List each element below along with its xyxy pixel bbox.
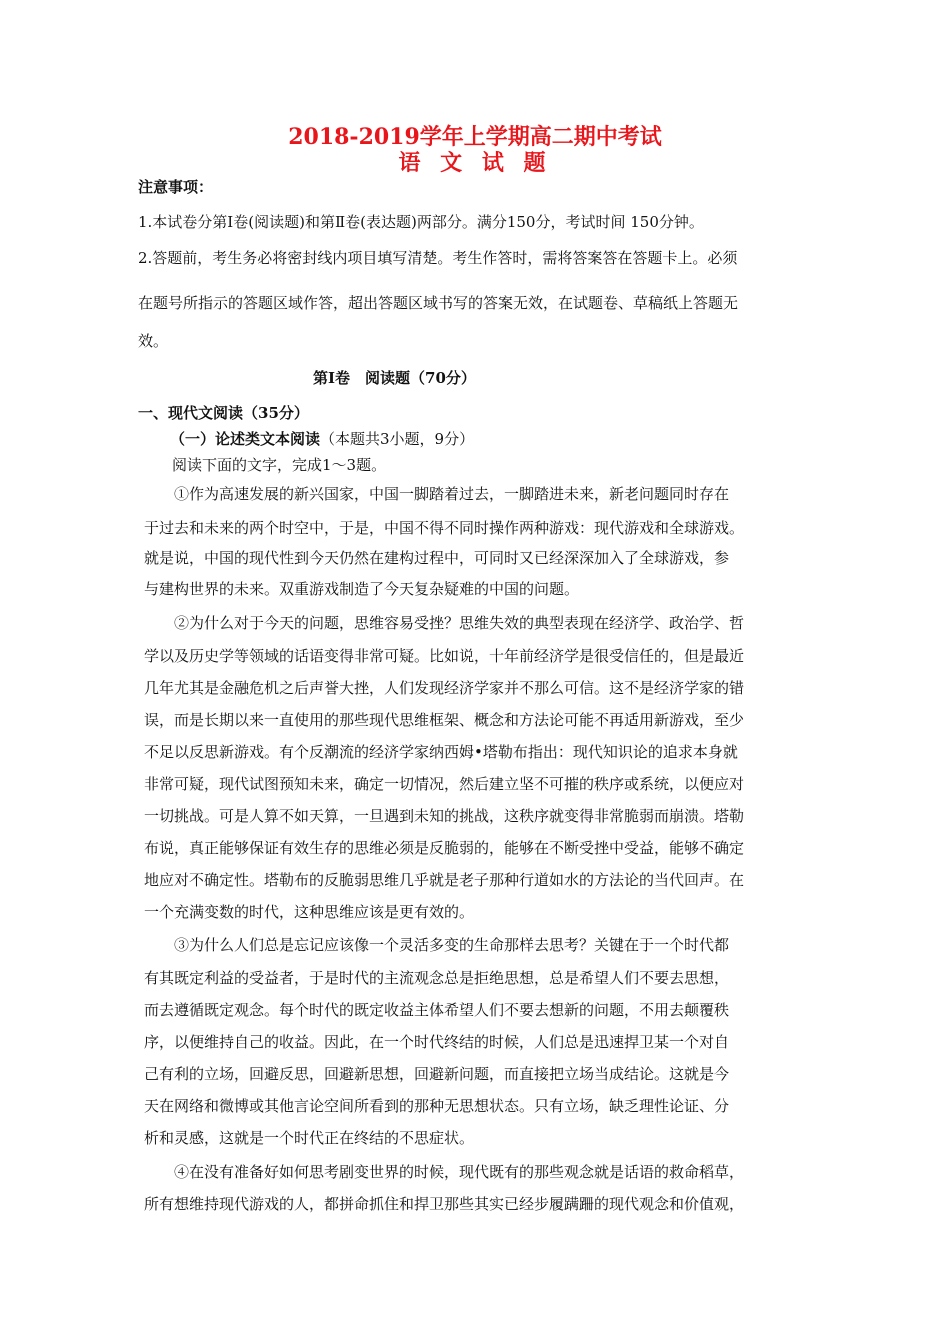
passage-p2-line: 几年尤其是金融危机之后声誉大挫，人们发现经济学家并不那么可信。这不是经济学家的错 (144, 679, 745, 697)
passage-p2-line: 一个充满变数的时代，这种思维应该是更有效的。 (144, 903, 475, 921)
section-heading: 一、现代文阅读（35分） (138, 404, 309, 422)
passage-p2-line: 布说，真正能够保证有效生存的思维必须是反脆弱的，能够在不断受挫中受益，能够不确定 (144, 839, 745, 857)
subsection-heading (170, 429, 474, 449)
notice-line-4: 效。 (138, 332, 169, 350)
passage-p3-line: 序，以便维持自己的收益。因此，在一个时代终结的时候，人们总是迅速捍卫某一个对自 (144, 1033, 730, 1051)
notice-line-3: 在题号所指示的答题区域作答，超出答题区域书写的答案无效，在试题卷、草稿纸上答题无 (138, 294, 739, 312)
notice-line-1: 1.本试卷分第Ⅰ卷(阅读题)和第Ⅱ卷(表达题)两部分。满分150分，考试时间 150分钟。 (138, 213, 704, 231)
passage-p3-line: ③为什么人们总是忘记应该像一个灵活多变的生命那样去思考？关键在于一个时代都 (174, 936, 730, 954)
reading-instruction: 阅读下面的文字，完成1～3题。 (172, 456, 387, 474)
passage-p3-line: 有其既定利益的受益者，于是时代的主流观念总是拒绝思想，总是希望人们不要去思想， (144, 969, 730, 987)
passage-p2-line: 误，而是长期以来一直使用的那些现代思维框架、概念和方法论可能不再适用新游戏，至少 (144, 711, 745, 729)
passage-p1-line: ①作为高速发展的新兴国家，中国一脚踏着过去，一脚踏进未来，新老问题同时存在 (174, 485, 730, 503)
passage-p2-line: 不足以反思新游戏。有个反潮流的经济学家纳西姆•塔勒布指出：现代知识论的追求本身就 (144, 743, 738, 761)
passage-p2-line: ②为什么对于今天的问题，思维容易受挫？思维失效的典型表现在经济学、政治学、哲 (174, 614, 745, 632)
passage-p2-line: 学以及历史学等领域的话语变得非常可疑。比如说，十年前经济学是很受信任的，但是最近 (144, 647, 745, 665)
passage-p3-line: 天在网络和微博或其他言论空间所看到的那种无思想状态。只有立场，缺乏理性论证、分 (144, 1097, 730, 1115)
subsection-title: （一）论述类文本阅读 (170, 430, 321, 448)
passage-p3-line: 析和灵感，这就是一个时代正在终结的不思症状。 (144, 1129, 475, 1147)
exam-subject-title: 语 文 试 题 (398, 150, 552, 176)
passage-p4-line: 所有想维持现代游戏的人，都拼命抓住和捍卫那些其实已经步履蹒跚的现代观念和价值观， (144, 1195, 745, 1213)
passage-p1-line: 于过去和未来的两个时空中，于是，中国不得不同时操作两种游戏：现代游戏和全球游戏。 (144, 519, 745, 537)
passage-p3-line: 己有利的立场，回避反思，回避新思想，回避新问题，而直接把立场当成结论。这就是今 (144, 1065, 730, 1083)
passage-p2-line: 一切挑战。可是人算不如天算，一旦遇到未知的挑战，这秩序就变得非常脆弱而崩溃。塔勒 (144, 807, 745, 825)
passage-p2-line: 地应对不确定性。塔勒布的反脆弱思维几乎就是老子那种行道如水的方法论的当代回声。在 (144, 871, 745, 889)
passage-p3-line: 而去遵循既定观念。每个时代的既定收益主体希望人们不要去想新的问题，不用去颠覆秩 (144, 1001, 730, 1019)
part-heading: 第Ⅰ卷 阅读题（70分） (313, 369, 476, 387)
exam-title: 2018-2019学年上学期高二期中考试 (288, 124, 662, 150)
passage-p2-line: 非常可疑，现代试图预知未来，确定一切情况，然后建立坚不可摧的秩序或系统，以便应对 (144, 775, 745, 793)
subsection-note: （本题共3小题，9分） (320, 430, 475, 448)
passage-p1-line: 就是说，中国的现代性到今天仍然在建构过程中，可同时又已经深深加入了全球游戏，参 (144, 549, 730, 567)
passage-p1-line: 与建构世界的未来。双重游戏制造了今天复杂疑难的中国的问题。 (144, 580, 580, 598)
passage-p4-line: ④在没有准备好如何思考剧变世界的时候，现代既有的那些观念就是话语的救命稻草， (174, 1163, 745, 1181)
notice-line-2: 2.答题前，考生务必将密封线内项目填写清楚。考生作答时，需将答案答在答题卡上。必须 (138, 249, 738, 267)
notice-heading: 注意事项： (138, 178, 214, 196)
